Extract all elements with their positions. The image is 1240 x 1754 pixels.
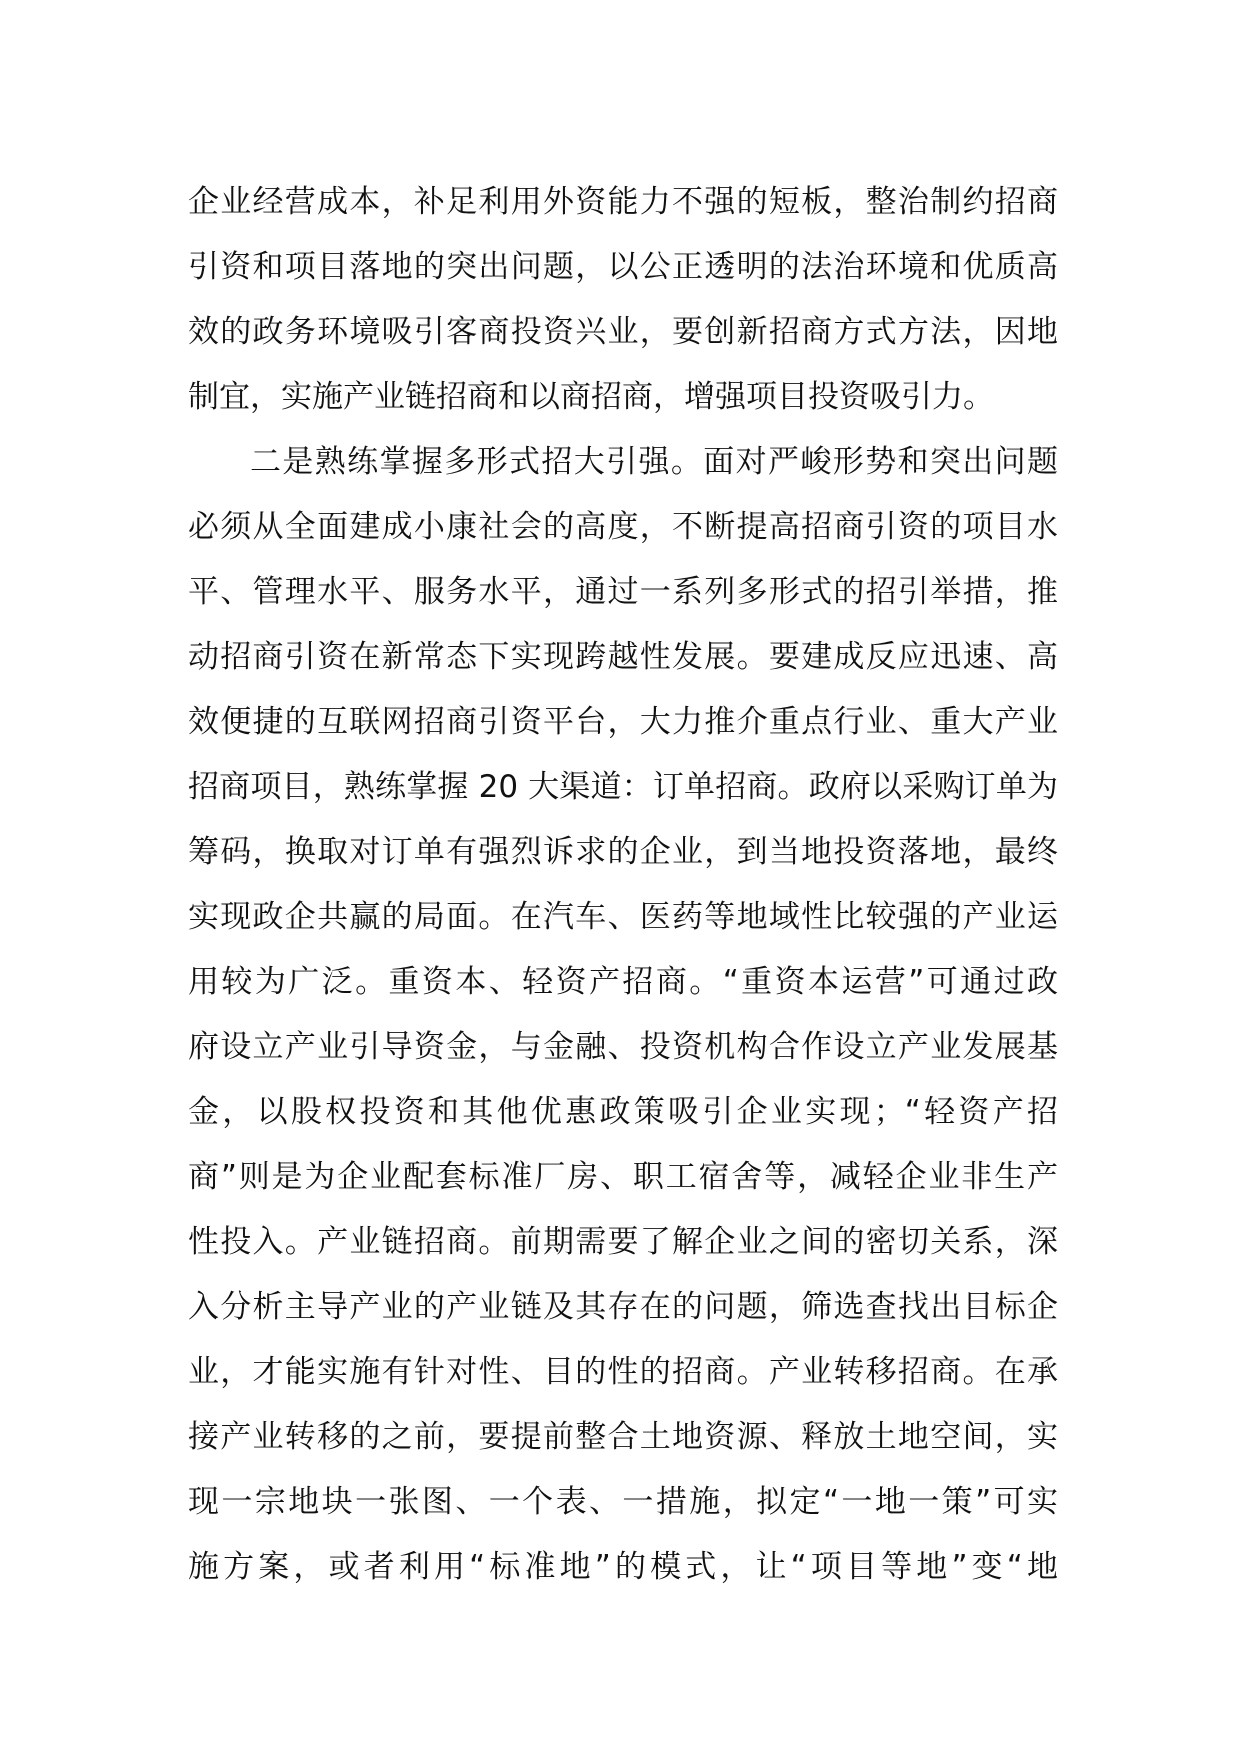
text-line: 商”则是为企业配套标准厂房、职工宿舍等，减轻企业非生产: [188, 1159, 1058, 1195]
text-line: 招商项目，熟练掌握 20 大渠道：订单招商。政府以采购订单为: [188, 769, 1058, 805]
text-line: 企业经营成本，补足利用外资能力不强的短板，整治制约招商: [188, 184, 1058, 220]
text-line: 现一宗地块一张图、一个表、一措施，拟定“一地一策”可实: [188, 1484, 1058, 1520]
text-line: 实现政企共赢的局面。在汽车、医药等地域性比较强的产业运: [188, 899, 1058, 935]
text-line: 入分析主导产业的产业链及其存在的问题，筛选查找出目标企: [188, 1289, 1058, 1325]
text-line: 筹码，换取对订单有强烈诉求的企业，到当地投资落地，最终: [188, 834, 1058, 870]
text-line: 接产业转移的之前，要提前整合土地资源、释放土地空间，实: [188, 1419, 1058, 1455]
text-line: 必须从全面建成小康社会的高度，不断提高招商引资的项目水: [188, 509, 1058, 545]
body-text: [188, 170, 1058, 1600]
text-line: 业，才能实施有针对性、目的性的招商。产业转移招商。在承: [188, 1354, 1058, 1390]
text-line: 制宜，实施产业链招商和以商招商，增强项目投资吸引力。: [188, 379, 994, 415]
text-line: 效的政务环境吸引客商投资兴业，要创新招商方式方法，因地: [188, 314, 1058, 350]
text-line: 施方案，或者利用“标准地”的模式，让“项目等地”变“地: [188, 1549, 1058, 1585]
text-line: 引资和项目落地的突出问题，以公正透明的法治环境和优质高: [188, 249, 1058, 285]
text-line: 动招商引资在新常态下实现跨越性发展。要建成反应迅速、高: [188, 639, 1058, 675]
text-line: 金，以股权投资和其他优惠政策吸引企业实现；“轻资产招: [188, 1094, 1058, 1130]
text-line: 效便捷的互联网招商引资平台，大力推介重点行业、重大产业: [188, 704, 1058, 740]
text-line: 平、管理水平、服务水平，通过一系列多形式的招引举措，推: [188, 574, 1058, 610]
text-line: 性投入。产业链招商。前期需要了解企业之间的密切关系，深: [188, 1224, 1058, 1260]
text-line: 府设立产业引导资金，与金融、投资机构合作设立产业发展基: [188, 1029, 1058, 1065]
text-line: 用较为广泛。重资本、轻资产招商。“重资本运营”可通过政: [188, 964, 1058, 1000]
paragraph-heading-line: 二是熟练掌握多形式招大引强。面对严峻形势和突出问题: [250, 444, 1058, 480]
